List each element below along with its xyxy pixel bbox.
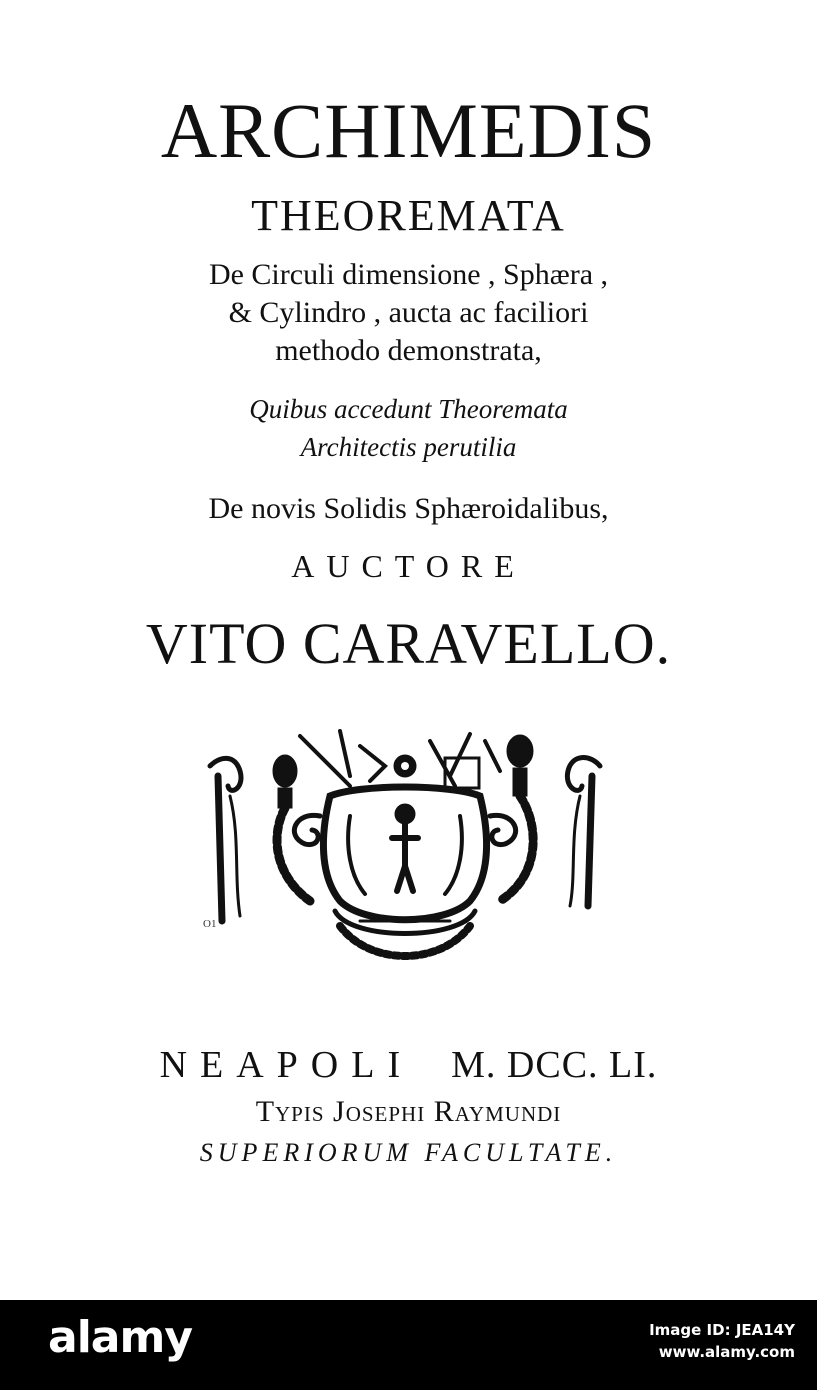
italic-line-2: Architectis perutilia bbox=[300, 432, 517, 462]
book-title: ARCHIMEDIS bbox=[160, 87, 657, 174]
ornament-mark: O1 bbox=[203, 918, 217, 930]
brand-logo: alamy bbox=[48, 1312, 192, 1363]
imprint-line bbox=[0, 1046, 817, 1084]
watermark-bar bbox=[0, 1300, 817, 1390]
permission-line: SUPERIORUM FACULTATE. bbox=[199, 1138, 618, 1167]
site-url: www.alamy.com bbox=[658, 1342, 795, 1361]
printer-ornament-vignette bbox=[200, 726, 610, 976]
book-subtitle: THEOREMATA bbox=[251, 191, 566, 240]
description-line-2: & Cylindro , aucta ac faciliori bbox=[228, 296, 589, 329]
solids-line: De novis Solidis Sphæroidalibus, bbox=[208, 492, 609, 525]
description-line-3: methodo demonstrata, bbox=[275, 334, 542, 367]
imprint-year: M. DCC. LI. bbox=[451, 1044, 658, 1086]
italic-line-1: Quibus accedunt Theoremata bbox=[249, 394, 568, 424]
author-name: VITO CARAVELLO. bbox=[145, 611, 672, 676]
imprint-place: NEAPOLI bbox=[159, 1044, 414, 1086]
auctore-label: AUCTORE bbox=[291, 548, 526, 584]
description-line-1: De Circuli dimensione , Sphæra , bbox=[208, 258, 609, 291]
image-id-block bbox=[649, 1320, 795, 1364]
printer-line: Typis Josephi Raymundi bbox=[255, 1095, 562, 1128]
image-id: Image ID: JEA14Y bbox=[649, 1321, 795, 1339]
